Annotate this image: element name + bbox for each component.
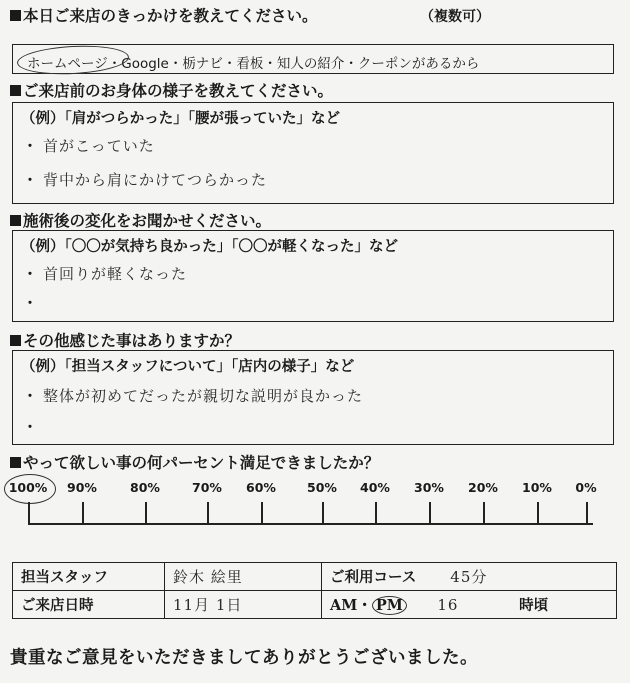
answer-line bbox=[23, 263, 187, 284]
staff-value[interactable] bbox=[165, 563, 322, 591]
bullet: ・ bbox=[23, 173, 37, 189]
square-bullet-icon bbox=[10, 335, 21, 346]
scale-label[interactable]: 100% bbox=[8, 480, 48, 495]
square-bullet-icon bbox=[10, 457, 21, 468]
scale-tick bbox=[483, 502, 485, 524]
course-value: 45分 bbox=[450, 568, 488, 586]
scale-tick bbox=[145, 502, 147, 524]
scale-tick bbox=[207, 502, 209, 524]
scale-tick bbox=[82, 502, 84, 524]
bullet: ・ bbox=[23, 267, 37, 283]
answer-line bbox=[23, 417, 43, 437]
question-1-text: 本日ご来店のきっかけを教えてください。 bbox=[23, 7, 318, 25]
time-suffix: 時頃 bbox=[519, 598, 549, 614]
question-5-title bbox=[10, 451, 379, 473]
handwritten-answer: 整体が初めてだったが親切な説明が良かった bbox=[43, 387, 364, 405]
visit-info-table bbox=[12, 562, 617, 619]
scale-axis bbox=[28, 523, 593, 525]
option-homepage[interactable]: ホームページ bbox=[27, 56, 108, 72]
question-5-text: やって欲しい事の何パーセント満足できましたか？ bbox=[23, 454, 380, 472]
other-options: ・Google・栃ナビ・看板・知人の紹介・クーポンがあるから bbox=[107, 56, 480, 72]
example-3: （例）「〇〇が気持ち良かった」「〇〇が軽くなった」など bbox=[21, 239, 398, 255]
pm-label-circled: PM bbox=[372, 596, 407, 615]
scale-label[interactable]: 30% bbox=[414, 480, 444, 495]
scale-label[interactable]: 10% bbox=[522, 480, 552, 495]
scale-label[interactable]: 90% bbox=[67, 480, 97, 495]
scale-tick bbox=[429, 502, 431, 524]
staff-label: 担当スタッフ bbox=[13, 563, 165, 591]
answer-line bbox=[23, 169, 267, 190]
scale-label[interactable]: 50% bbox=[307, 480, 337, 495]
scale-tick bbox=[28, 502, 30, 524]
visit-reason-options bbox=[12, 44, 614, 74]
scale-tick bbox=[537, 502, 539, 524]
am-pm-separator: ・ bbox=[357, 598, 372, 614]
bullet: ・ bbox=[23, 139, 37, 155]
visit-date: 11月 1日 bbox=[173, 596, 243, 614]
question-2-title bbox=[10, 79, 333, 101]
answer-line bbox=[23, 135, 155, 156]
am-label: AM bbox=[330, 597, 358, 614]
question-3-title bbox=[10, 209, 271, 231]
bullet: ・ bbox=[23, 389, 37, 405]
answer-line bbox=[23, 293, 43, 313]
question-4-text: その他感じた事はありますか？ bbox=[23, 332, 241, 350]
scale-label[interactable]: 80% bbox=[130, 480, 160, 495]
satisfaction-scale[interactable] bbox=[0, 480, 630, 540]
scale-label[interactable]: 40% bbox=[360, 480, 390, 495]
example-4: （例）「担当スタッフについて」「店内の様子」など bbox=[21, 359, 355, 375]
scale-tick bbox=[322, 502, 324, 524]
scale-label[interactable]: 60% bbox=[246, 480, 276, 495]
visit-hour: 16 bbox=[437, 596, 459, 614]
scale-tick bbox=[375, 502, 377, 524]
handwritten-answer: 背中から肩にかけてつらかった bbox=[43, 171, 268, 189]
handwritten-answer: 首回りが軽くなった bbox=[43, 265, 188, 283]
square-bullet-icon bbox=[10, 10, 21, 21]
question-2-text: ご来店前のお身体の様子を教えてください。 bbox=[23, 82, 334, 100]
square-bullet-icon bbox=[10, 85, 21, 96]
course-label: ご利用コース bbox=[330, 570, 417, 586]
scale-tick bbox=[586, 502, 588, 524]
question-3-text: 施術後の変化をお聞かせください。 bbox=[23, 212, 272, 230]
question-1-title bbox=[10, 4, 318, 26]
example-2: （例）「肩がつらかった」「腰が張っていた」など bbox=[21, 111, 340, 127]
time-cell[interactable] bbox=[322, 591, 617, 619]
question-4-title bbox=[10, 329, 240, 351]
course-cell[interactable] bbox=[322, 563, 617, 591]
scale-tick bbox=[261, 502, 263, 524]
date-value[interactable] bbox=[165, 591, 322, 619]
scale-label[interactable]: 0% bbox=[575, 480, 597, 495]
thank-you-message: 貴重なご意見をいただきましてありがとうございました。 bbox=[10, 648, 478, 668]
scale-label[interactable]: 20% bbox=[468, 480, 498, 495]
bullet: ・ bbox=[23, 420, 37, 436]
answer-box-3[interactable] bbox=[12, 230, 614, 322]
bullet: ・ bbox=[23, 296, 37, 312]
date-label: ご来店日時 bbox=[13, 591, 165, 619]
staff-name: 鈴木 絵里 bbox=[173, 568, 243, 586]
handwritten-answer: 首がこっていた bbox=[43, 137, 155, 155]
answer-box-4[interactable] bbox=[12, 350, 614, 445]
answer-box-2[interactable] bbox=[12, 102, 614, 204]
multiple-choice-note: （複数可） bbox=[420, 9, 490, 25]
scale-label[interactable]: 70% bbox=[192, 480, 222, 495]
square-bullet-icon bbox=[10, 215, 21, 226]
answer-line bbox=[23, 385, 363, 406]
